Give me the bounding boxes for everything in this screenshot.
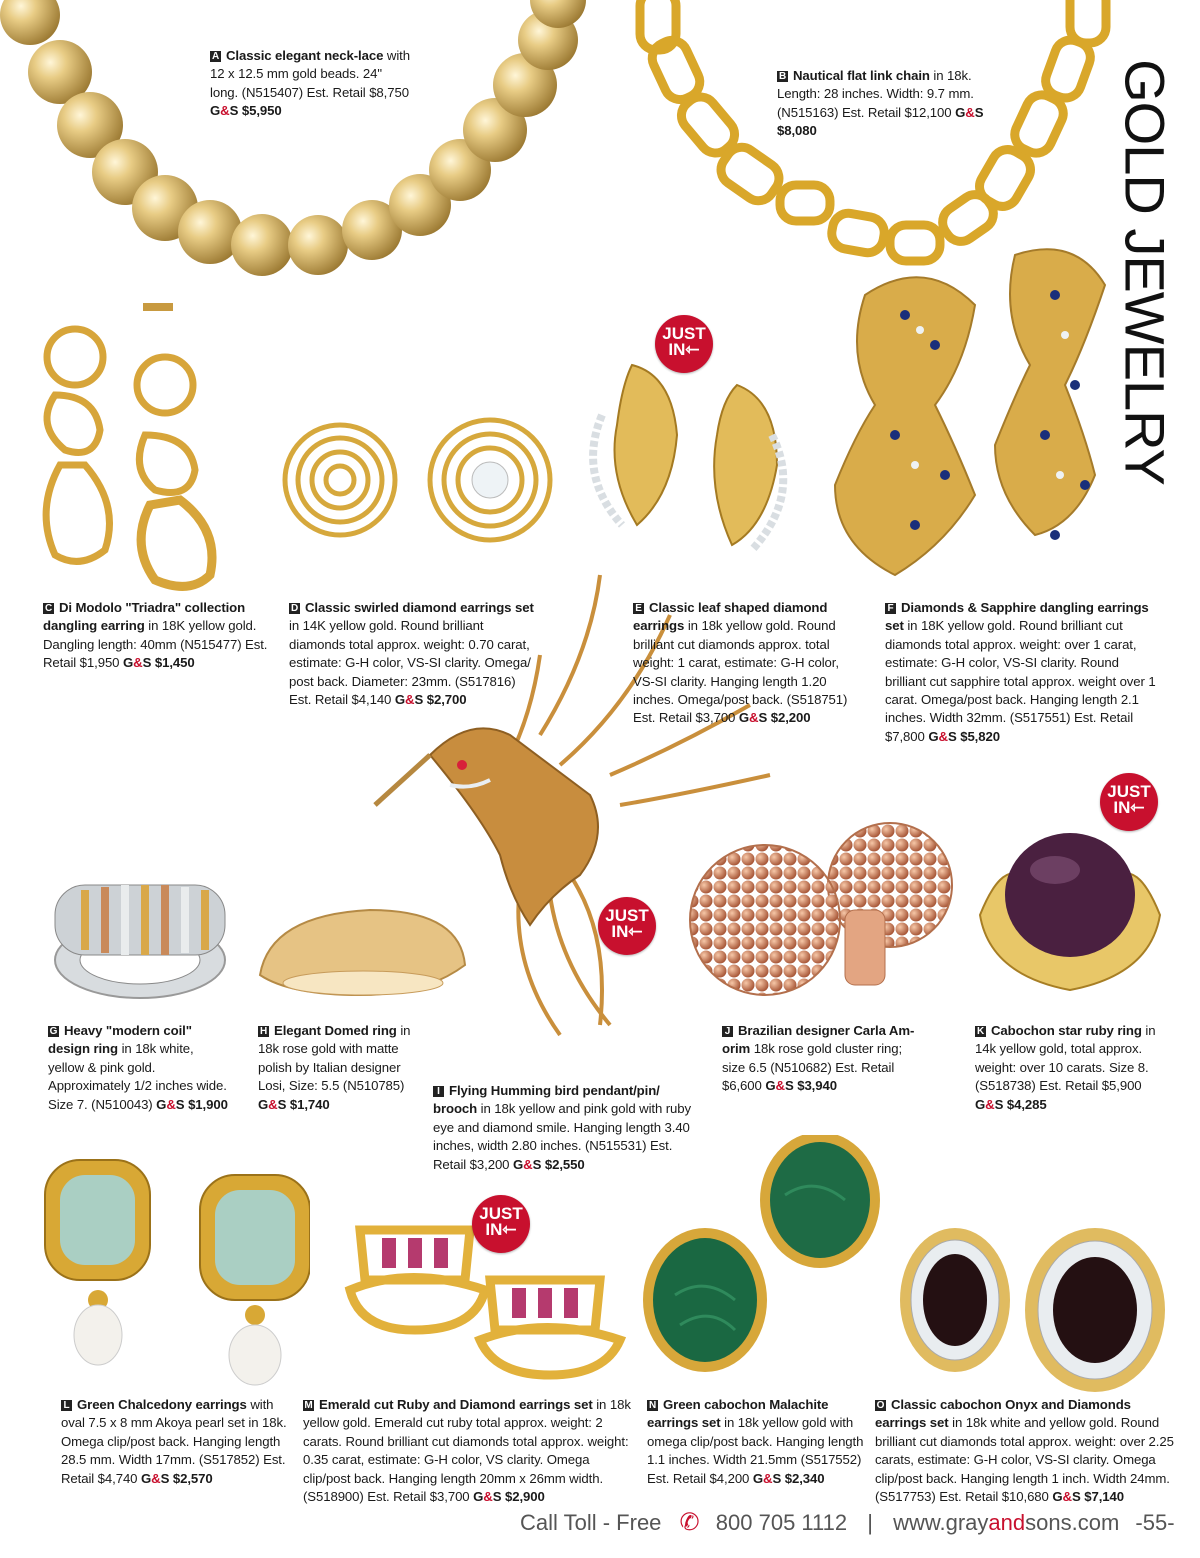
sapphire-earrings-image (825, 235, 1125, 595)
item-description: M Emerald cut Ruby and Diamond earrings set in 18k yellow gold. Emerald cut ruby total approx. weight: 2 carats. Round brilliant cut diamonds total approx. weight: 0.35 carat, estimate: G-H color, VS clarity. Omega clip/post back. Hanging length 20mm x 26mm width. (S518900) Est. Retail $3,700 G&S $2,900 (303, 1397, 631, 1505)
chalcedony-earrings-image (40, 1150, 310, 1390)
item-description: N Green cabochon Malachite earrings set in 18k yellow gold with omega clip/post back. Hanging length 1.1 inches. Width 21.5mm (S517552) Est. Retail $4,200 G&S $2,340 (647, 1397, 864, 1486)
leaf-earrings-image (572, 345, 807, 570)
item-description: D Classic swirled diamond earrings set in 14K yellow gold. Round brilliant diamonds total approx. weight: 0.70 carat, estimate: G-H color, VS-SI clarity. Omega/ post back. Diameter: 23mm. (S517816) Est. Retail $4,140 G&S $2,700 (289, 600, 534, 708)
item-description: F Diamonds & Sapphire dangling earrings set in 18K yellow gold. Round brilliant cut diamonds total approx. weight: over 1 carat, estimate: G-H color, VS-SI clarity. Round brilliant cut sapphire total approx. weight over 1 carat. Omega/post back. Hanging length 2.1 inches. Width 32mm. (S517551) Est. Retail $7,800 G&S $5,820 (885, 600, 1156, 744)
star-ruby-ring-image (970, 825, 1170, 1000)
call-toll-free-label: Call Toll - Free (520, 1510, 662, 1535)
cluster-ring-image (685, 810, 955, 1000)
page-number: -55- (1135, 1510, 1175, 1535)
coil-ring-image (45, 865, 235, 1000)
phone-number[interactable]: 800 705 1112 (715, 1510, 848, 1535)
footer (520, 1508, 1190, 1538)
just-in-badge: JUST IN⇽ (598, 897, 656, 955)
item-description: I Flying Humming bird pendant/pin/ brooch in 18k yellow and pink gold with ruby eye and diamond smile. Hanging length 3.40 inches, width 2.80 inches. (N515531) Est. Retail $3,200 G&S $2,550 (433, 1083, 692, 1172)
page-title: GOLD JEWELRY (1113, 59, 1177, 485)
onyx-earrings-image (895, 1215, 1170, 1405)
swirled-earrings-image (275, 395, 560, 560)
item-description: O Classic cabochon Onyx and Diamonds earrings set in 18k white and yellow gold. Round brilliant cut diamonds total approx. weight: over 2.25 carats, estimate: G-H color, VS-SI clarity. Omega clip/post back. Hanging length 1 inch. Width 24mm. (S517753) Est. Retail $10,680 G&S $7,140 (875, 1397, 1174, 1505)
item-description: J Brazilian designer Carla Am-orim 18k rose gold cluster ring; size 6.5 (N510682) Est. Retail $6,600 G&S $3,940 (722, 1023, 915, 1094)
item-description: E Classic leaf shaped diamond earrings in 18k yellow gold. Round brilliant cut diamonds approx. total weight: 1 carat, estimate: G-H color, VS-SI clarity. Hanging length 1.20 inches. Omega/post back. (S518751) Est. Retail $3,700 G&S $2,200 (633, 600, 848, 726)
item-description: A Classic elegant neck-lace with 12 x 12.5 mm gold beads. 24" long. (N515407) Est. Retail $8,750 G&S $5,950 (210, 48, 410, 119)
just-in-badge: JUST IN⇽ (655, 315, 713, 373)
item-description: K Cabochon star ruby ring in 14k yellow gold, total approx. weight: over 10 carats. Size 8. (S518738) Est. Retail $5,900 G&S $4,285 (975, 1023, 1156, 1112)
item-description: B Nautical flat link chain in 18k. Length: 28 inches. Width: 9.7 mm. (N515163) Est. Retail $12,100 G&S $8,080 (777, 68, 984, 139)
just-in-badge: JUST IN⇽ (472, 1195, 530, 1253)
item-description: C Di Modolo "Triadra" collection dangling earring in 18K yellow gold. Dangling length: 40mm (N515477) Est. Retail $1,950 G&S $1,450 (43, 600, 268, 671)
item-description: H Elegant Domed ring in 18k rose gold with matte polish by Italian designer Losi, Size: 5.5 (N510785) G&S $1,740 (258, 1023, 411, 1112)
bead-necklace-image (0, 0, 600, 290)
item-description: L Green Chalcedony earrings with oval 7.5 x 8 mm Akoya pearl set in 18k. Omega clip/post back. Hanging length 28.5 mm. Width 17mm. (S517852) Est. Retail $4,740 G&S $2,570 (61, 1397, 287, 1486)
item-description: G Heavy "modern coil" design ring in 18k white, yellow & pink gold. Approximately 1/2 inches wide. Size 7. (N510043) G&S $1,900 (48, 1023, 228, 1112)
website-link[interactable]: www.grayandsons.com (893, 1510, 1120, 1535)
phone-icon: ✆ (679, 1509, 700, 1536)
divider: | (867, 1510, 873, 1535)
just-in-badge: JUST IN⇽ (1100, 773, 1158, 831)
triadra-earrings-image (25, 295, 245, 595)
